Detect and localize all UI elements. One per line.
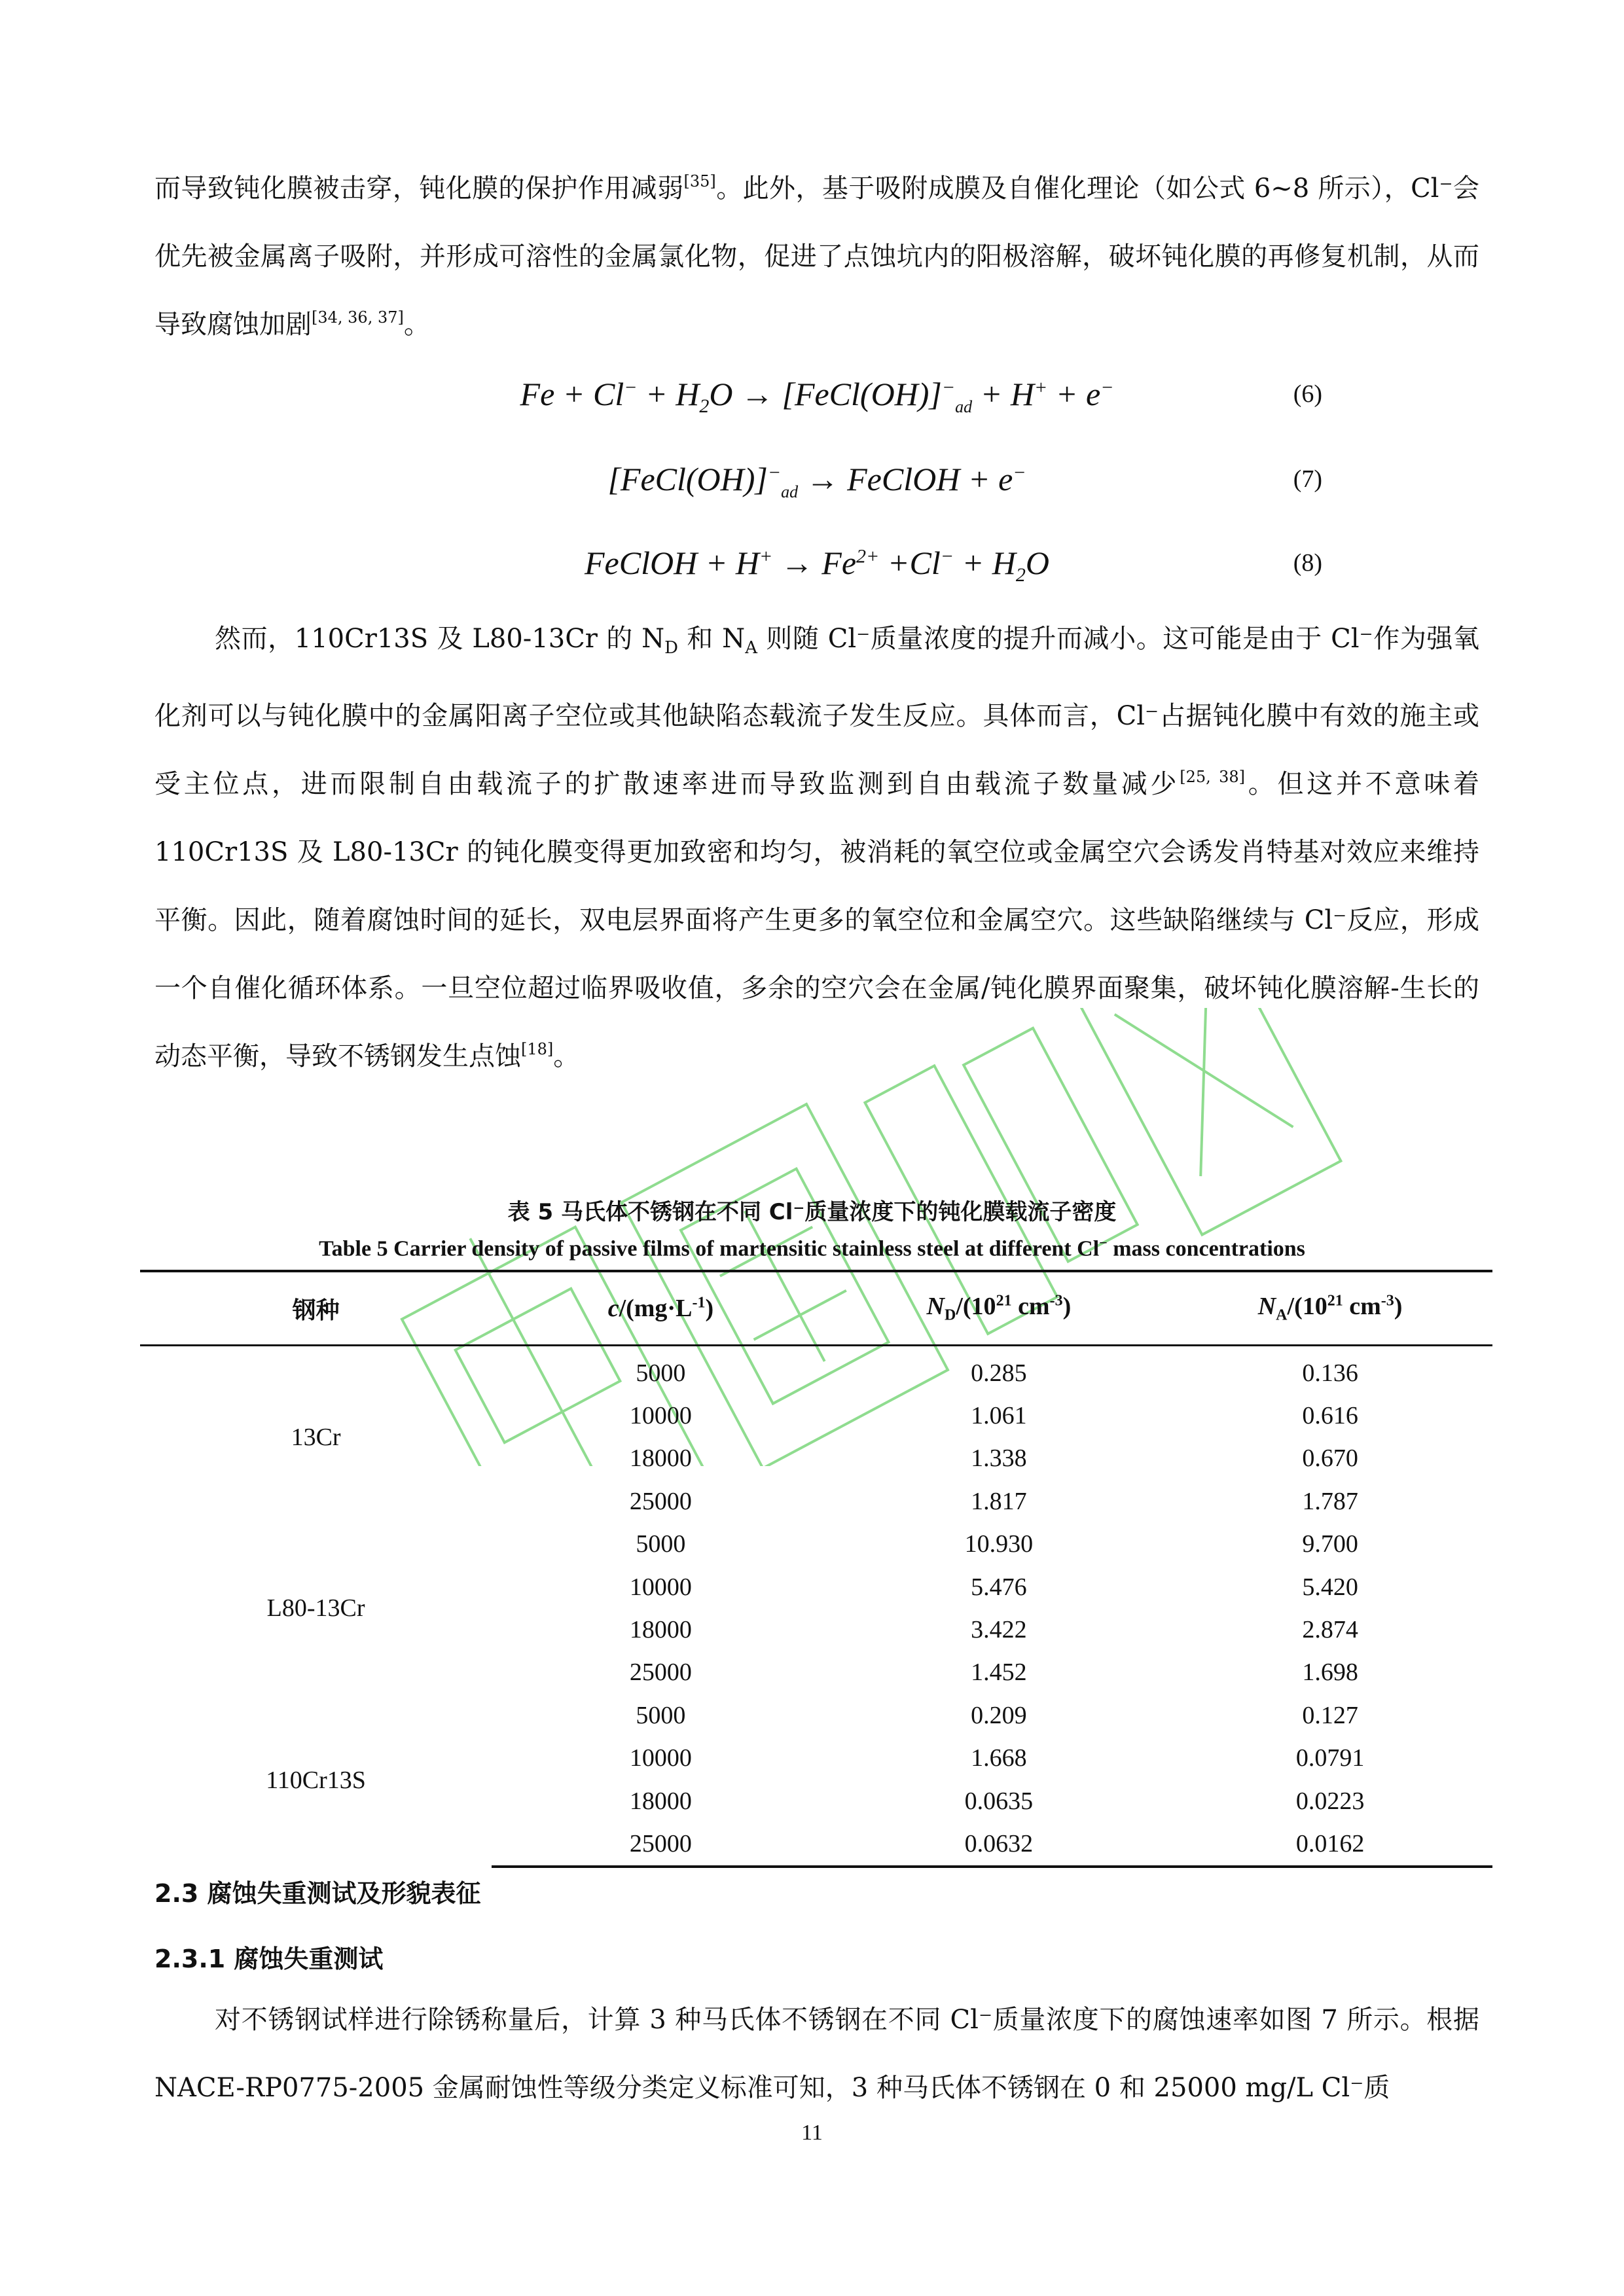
equation-7 — [154, 453, 1479, 505]
citation-18[interactable]: [18] — [521, 1040, 554, 1058]
citation-34-36-37[interactable]: [34, 36, 37] — [312, 308, 404, 327]
section-heading-2-3-1: 2.3.1 腐蚀失重测试 — [154, 1945, 384, 1973]
equation-7-formula: $[FeCl(OH)]^-_{ad}$ → FeClOH + e− — [607, 461, 1026, 501]
equation-6-number: (6) — [1293, 380, 1322, 408]
paragraph-2: 然而，110Cr13S 及 L80-13Cr 的 $N_D$ 和 $N_A$ 则随 Cl⁻质量浓度的提升而减小。这可能是由于 Cl⁻作为强氧化剂可以与钝化膜中的金属阳离子空位或其他缺陷态载流子发生反应。具体而言，Cl⁻占据钝化膜中有效的施主或受主位点，进而限制自由载流子的扩散速率进而导致监测到自由载流子数量减少[25, 38]。但这并不意味着 110Cr13S 及 L80-13Cr 的钝化膜变得更加致密和均匀，被消耗的氧空位或金属空穴会诱发肖特基对效应来维持平衡。因此，随着腐蚀时间的延长，双电层界面将产生更多的氧空位和金属空穴。这些缺陷继续与 Cl⁻反应，形成一个自催化循环体系。一旦空位超过临界吸收值，多余的空穴会在金属/钝化膜界面聚集，破坏钝化膜溶解-生长的动态平衡，导致不锈钢发生点蚀[18]。 — [154, 624, 1480, 1071]
table-row: 10000 5.476 5.420 — [629, 1573, 1358, 1601]
header-steel: 钢种 — [140, 1271, 492, 1346]
table-row: 18000 0.0635 0.0223 — [629, 1787, 1365, 1815]
steel-13cr: 13Cr — [291, 1423, 341, 1451]
equation-8 — [154, 537, 1479, 589]
section-heading-2-3: 2.3 腐蚀失重测试及形貌表征 — [154, 1879, 481, 1908]
table-caption-cn: 表 5 马氏体不锈钢在不同 Cl⁻质量浓度下的钝化膜载流子密度 — [507, 1199, 1117, 1225]
equation-6-formula: $Fe + Cl^- + H_2O$ → $[FeCl(OH)]^-_{ad} + H^+ + e^-$ — [520, 376, 1114, 417]
equation-7-number: (7) — [1293, 465, 1322, 493]
table-row: 10000 1.668 0.0791 — [629, 1744, 1365, 1772]
citation-35[interactable]: [35] — [683, 172, 716, 190]
header-nd: $N_D/(10^{21}$ $cm^{-3}$) — [830, 1271, 1168, 1346]
table-row: 25000 0.0632 0.0162 — [140, 1822, 1492, 1866]
carrier-density-table — [140, 1270, 1492, 1868]
table-caption-en: Table 5 Carrier density of passive films of martensitic stainless steel at different Cl− mass concentrations — [319, 1234, 1305, 1261]
table-row: 13Cr 5000 0.285 0.136 — [140, 1346, 1492, 1395]
equation-8-formula: FeClOH + $H^+ \to Fe^{2+} +Cl^- + H_2O$ — [585, 545, 1049, 586]
table-header-row — [140, 1271, 1492, 1346]
steel-l80-13cr: L80-13Cr — [266, 1594, 365, 1623]
table-row: 25000 1.817 1.787 — [629, 1487, 1358, 1515]
steel-110cr13s: 110Cr13S — [266, 1766, 366, 1794]
citation-25-38[interactable]: [25, 38] — [1180, 768, 1246, 786]
paragraph-1-text-a: 而导致钝化膜被击穿，钝化膜的保护作用减弱 — [154, 173, 684, 204]
header-concentration: $c/(mg\cdot L^{-1})$ — [492, 1271, 830, 1346]
table-row: 110Cr13S 5000 0.209 0.127 — [140, 1694, 1492, 1736]
paragraph-3: 对不锈钢试样进行除锈称量后，计算 3 种马氏体不锈钢在不同 Cl⁻质量浓度下的腐蚀速率如图 7 所示。根据 NACE-RP0775-2005 金属耐蚀性等级分类定义标准可知，3 种马氏体不锈钢在 0 和 25000 mg/L Cl⁻质 — [154, 2005, 1479, 2103]
table-row: 25000 1.452 1.698 — [629, 1659, 1358, 1687]
table-row: 10000 1.061 0.616 — [629, 1402, 1358, 1430]
page-number: 11 — [801, 2121, 823, 2145]
paragraph-1-text-c: 。 — [403, 310, 430, 340]
paragraph-1-text-b: 。此外，基于吸附成膜及自催化理论（如公式 6~8 所示），Cl⁻会优先被金属离子吸附，并形成可溶性的金属氯化物，促进了点蚀坑内的阳极溶解，破坏钝化膜的再修复机制，从而导致腐蚀加剧 — [154, 173, 1480, 340]
equation-8-number: (8) — [1293, 549, 1322, 577]
paragraph-1 — [154, 154, 1479, 359]
table-row: L80-13Cr 5000 10.930 9.700 — [140, 1523, 1492, 1566]
table-row: 18000 1.338 0.670 — [629, 1444, 1358, 1473]
header-na: $N_A/(10^{21}$ $cm^{-3}$) — [1168, 1271, 1492, 1346]
equation-6 — [154, 368, 1479, 420]
table-row: 18000 3.422 2.874 — [629, 1616, 1358, 1644]
